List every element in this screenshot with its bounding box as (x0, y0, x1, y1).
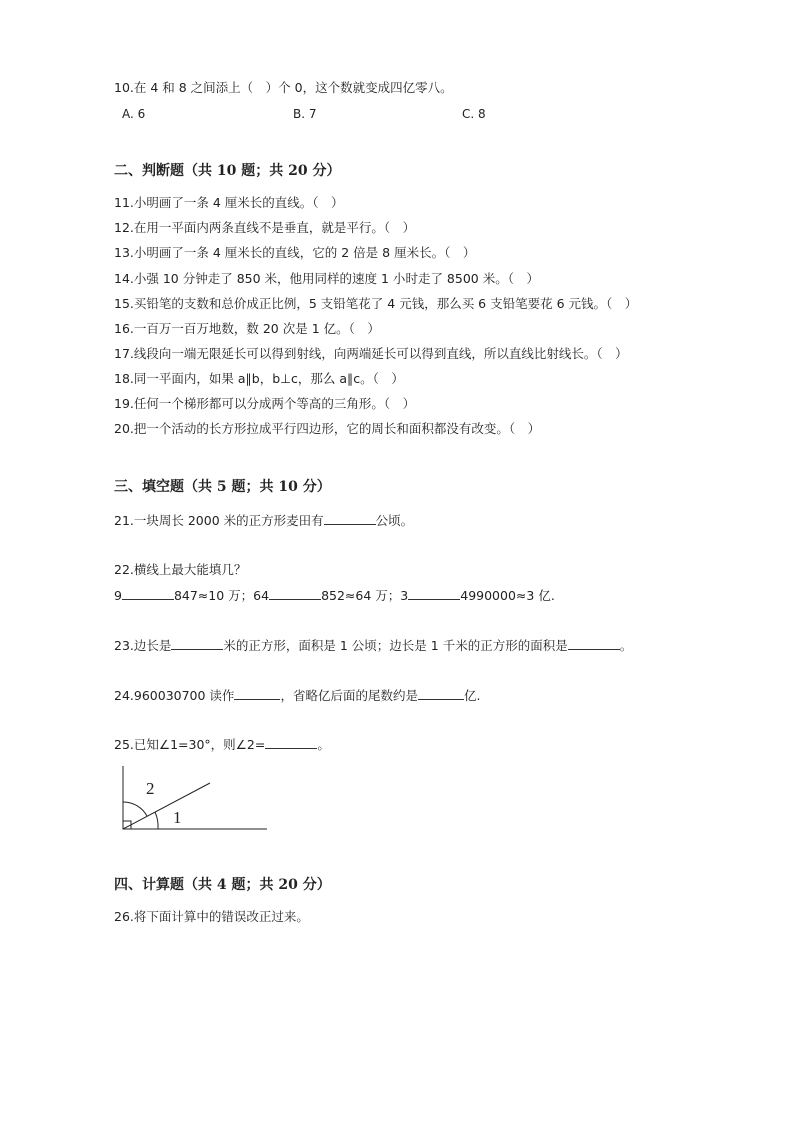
section-heading-judgement: 二、判断题（共 10 题；共 20 分） (114, 163, 341, 179)
question-25 (114, 736, 330, 753)
q22-text-4: 4990000≈3 亿. (460, 588, 555, 603)
question-22-parts (114, 587, 555, 604)
answer-blank-22a[interactable] (122, 587, 174, 600)
option-a: A. 6 (122, 107, 146, 121)
section-heading-fill-blank: 三、填空题（共 5 题；共 10 分） (114, 479, 331, 495)
q24-text-after: 亿. (463, 688, 481, 703)
q23-text-before: 23.边长是 (114, 638, 172, 653)
answer-blank-24b[interactable] (418, 687, 464, 700)
q21-text-after: 公顷。 (375, 513, 414, 528)
oblique-ray (123, 783, 210, 829)
question-17: 17.线段向一端无限延长可以得到射线，向两端延长可以得到直线，所以直线比射线长。（ ） (114, 346, 628, 361)
angle-1-arc (155, 812, 158, 829)
question-19: 19.任何一个梯形都可以分成两个等高的三角形。（ ） (114, 396, 416, 411)
question-14: 14.小强 10 分钟走了 850 米，他用同样的速度 1 小时走了 8500 米。（ ） (114, 271, 539, 286)
question-26: 26.将下面计算中的错误改正过来。 (114, 909, 309, 924)
question-24 (114, 687, 480, 704)
question-18: 18.同一平面内，如果 a∥b，b⊥c，那么 a∥c。（ ） (114, 371, 404, 386)
option-c: C. 8 (462, 107, 486, 121)
answer-blank-23a[interactable] (171, 637, 223, 650)
answer-blank-25[interactable] (265, 736, 317, 749)
question-12: 12.在用一平面内两条直线不是垂直，就是平行。（ ） (114, 220, 416, 235)
q25-text-before: 25.已知∠1=30°，则∠2= (114, 737, 266, 752)
answer-blank-21[interactable] (324, 512, 376, 525)
option-b: B. 7 (293, 107, 317, 121)
q23-text-mid: 米的正方形，面积是 1 公顷；边长是 1 千米的正方形的面积是 (223, 638, 568, 653)
q24-text-mid: ，省略亿后面的尾数约是 (280, 688, 418, 703)
answer-blank-22b[interactable] (269, 587, 321, 600)
section-heading-calculation: 四、计算题（共 4 题；共 20 分） (114, 877, 331, 893)
question-10: 10.在 4 和 8 之间添上（ ）个 0，这个数就变成四亿零八。 (114, 80, 453, 95)
q22-text-1: 9 (114, 588, 122, 603)
question-21 (114, 512, 413, 529)
angle-2-label: 2 (146, 779, 155, 798)
q23-text-after: 。 (619, 638, 633, 653)
answer-blank-22c[interactable] (408, 587, 460, 600)
angle-figure (110, 760, 275, 835)
question-16: 16.一百万一百万地数，数 20 次是 1 亿。（ ） (114, 321, 380, 336)
angle-1-label: 1 (173, 808, 182, 827)
question-20: 20.把一个活动的长方形拉成平行四边形，它的周长和面积都没有改变。（ ） (114, 421, 541, 436)
question-15: 15.买铅笔的支数和总价成正比例，5 支铅笔花了 4 元钱，那么买 6 支铅笔要花 6 元钱。（ ） (114, 296, 638, 311)
question-23 (114, 637, 632, 654)
question-13: 13.小明画了一条 4 厘米长的直线，它的 2 倍是 8 厘米长。（ ） (114, 245, 476, 260)
question-22-title: 22.横线上最大能填几？ (114, 562, 247, 577)
question-11: 11.小明画了一条 4 厘米长的直线。（ ） (114, 195, 344, 210)
answer-blank-24a[interactable] (234, 687, 280, 700)
q21-text-before: 21.一块周长 2000 米的正方形麦田有 (114, 513, 324, 528)
q25-text-after: 。 (317, 737, 330, 752)
answer-blank-23b[interactable] (568, 637, 620, 650)
q22-text-2: 847≈10 万；64 (173, 588, 270, 603)
angle-2-arc (123, 802, 147, 816)
q24-text-before: 24.960030700 读作 (114, 688, 235, 703)
q22-text-3: 852≈64 万；3 (321, 588, 409, 603)
